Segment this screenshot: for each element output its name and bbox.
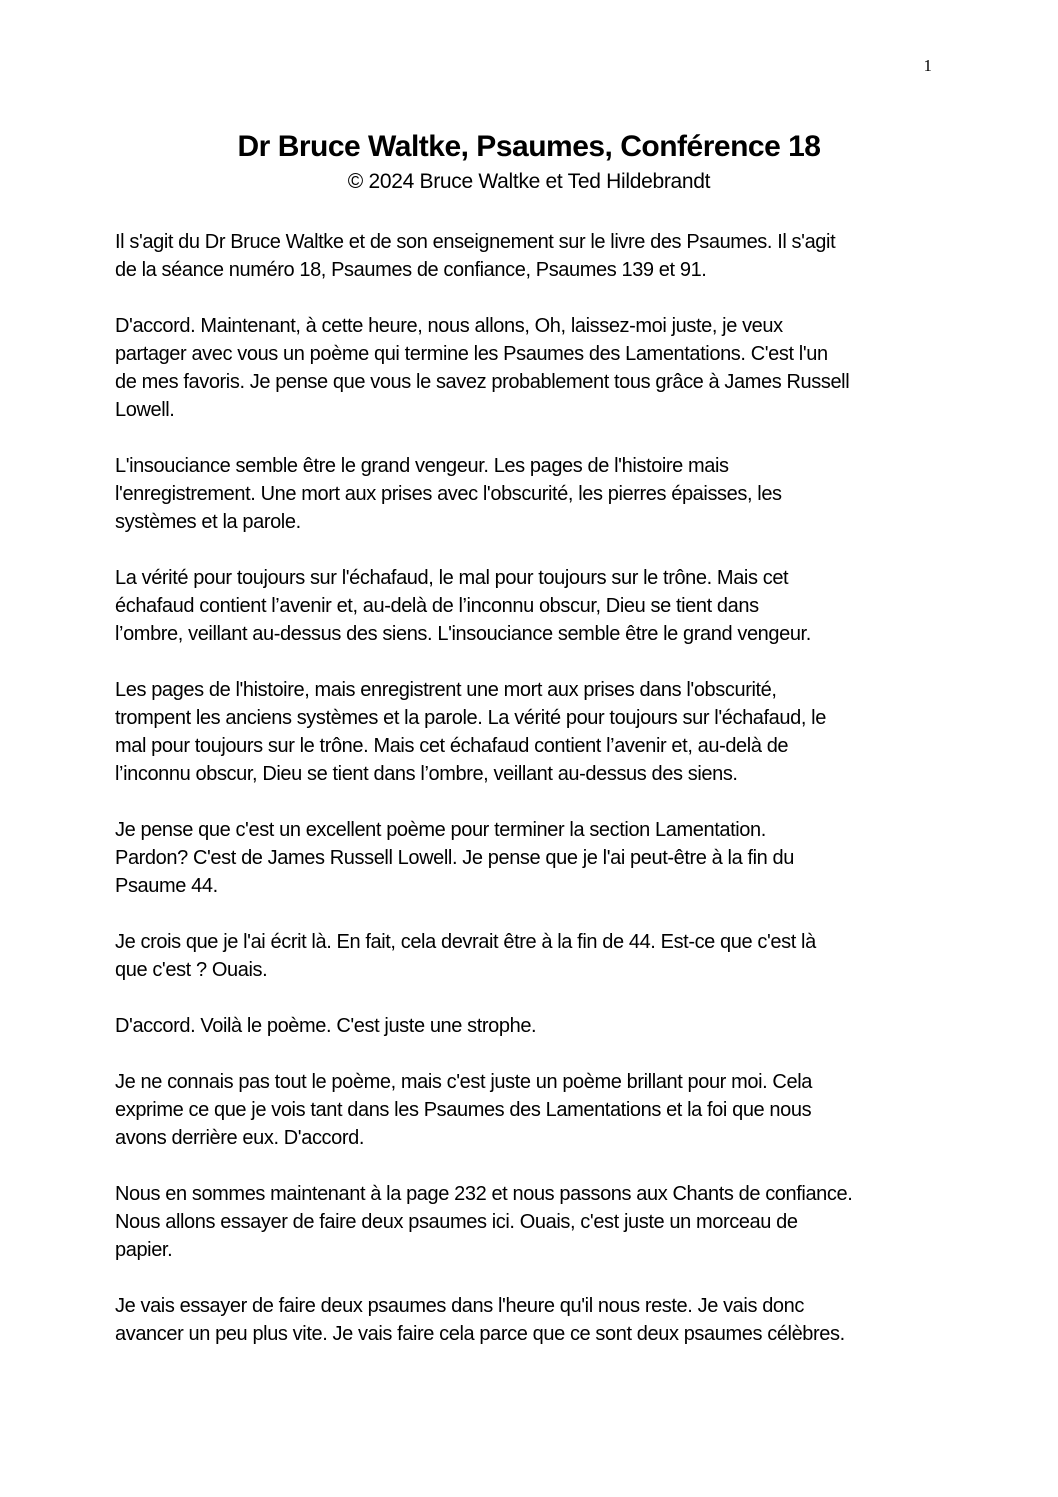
- text-line: L'insouciance semble être le grand vengeur. Les pages de l'histoire mais: [115, 455, 729, 477]
- text-line: l'enregistrement. Une mort aux prises avec l'obscurité, les pierres épaisses, les: [115, 483, 782, 505]
- document-body: [115, 228, 1058, 1348]
- text-line: D'accord. Maintenant, à cette heure, nous allons, Oh, laissez-moi juste, je veux: [115, 315, 783, 337]
- text-line: de la séance numéro 18, Psaumes de confiance, Psaumes 139 et 91.: [115, 259, 707, 281]
- paragraph: [115, 1068, 1058, 1152]
- text-line: Nous allons essayer de faire deux psaumes ici. Ouais, c'est juste un morceau de: [115, 1211, 798, 1233]
- text-line: l’ombre, veillant au-dessus des siens. L'insouciance semble être le grand vengeur.: [115, 623, 811, 645]
- text-line: papier.: [115, 1239, 173, 1261]
- text-line: mal pour toujours sur le trône. Mais cet échafaud contient l’avenir et, au-delà de: [115, 735, 789, 757]
- paragraph: [115, 928, 1058, 984]
- text-line: Je vais essayer de faire deux psaumes dans l'heure qu'il nous reste. Je vais donc: [115, 1295, 804, 1317]
- paragraph: [115, 452, 1058, 536]
- text-line: exprime ce que je vois tant dans les Psaumes des Lamentations et la foi que nous: [115, 1099, 812, 1121]
- paragraph: [115, 228, 1058, 284]
- page-number: 1: [923, 56, 932, 75]
- text-line: l’inconnu obscur, Dieu se tient dans l’ombre, veillant au-dessus des siens.: [115, 763, 738, 785]
- paragraph: [115, 1292, 1058, 1348]
- paragraph: [115, 816, 1058, 900]
- paragraph: [115, 312, 1058, 424]
- text-line: avancer un peu plus vite. Je vais faire cela parce que ce sont deux psaumes célèbres.: [115, 1323, 845, 1345]
- text-line: Lowell.: [115, 399, 175, 421]
- paragraph: [115, 1180, 1058, 1264]
- text-line: avons derrière eux. D'accord.: [115, 1127, 365, 1149]
- text-line: Je pense que c'est un excellent poème pour terminer la section Lamentation.: [115, 819, 766, 841]
- text-line: partager avec vous un poème qui termine les Psaumes des Lamentations. C'est l'un: [115, 343, 828, 365]
- text-line: Psaume 44.: [115, 875, 218, 897]
- copyright-line: © 2024 Bruce Waltke et Ted Hildebrandt: [347, 170, 711, 193]
- text-line: D'accord. Voilà le poème. C'est juste une strophe.: [115, 1015, 537, 1037]
- text-line: Je ne connais pas tout le poème, mais c'est juste un poème brillant pour moi. Cela: [115, 1071, 812, 1093]
- text-line: trompent les anciens systèmes et la parole. La vérité pour toujours sur l'échafaud, le: [115, 707, 826, 729]
- text-line: Les pages de l'histoire, mais enregistrent une mort aux prises dans l'obscurité,: [115, 679, 777, 701]
- text-line: Je crois que je l'ai écrit là. En fait, cela devrait être à la fin de 44. Est-ce que c'est là: [115, 931, 816, 953]
- paragraph: [115, 1012, 1058, 1040]
- paragraph: [115, 676, 1058, 788]
- text-line: La vérité pour toujours sur l'échafaud, le mal pour toujours sur le trône. Mais cet: [115, 567, 789, 589]
- text-line: systèmes et la parole.: [115, 511, 301, 533]
- text-line: Il s'agit du Dr Bruce Waltke et de son enseignement sur le livre des Psaumes. Il s'agit: [115, 231, 836, 253]
- paragraph: [115, 564, 1058, 648]
- text-line: Pardon? C'est de James Russell Lowell. Je pense que je l'ai peut-être à la fin du: [115, 847, 794, 869]
- text-line: de mes favoris. Je pense que vous le savez probablement tous grâce à James Russell: [115, 371, 850, 393]
- text-line: échafaud contient l’avenir et, au-delà de l’inconnu obscur, Dieu se tient dans: [115, 595, 759, 617]
- document-title: Dr Bruce Waltke, Psaumes, Conférence 18: [237, 130, 821, 163]
- text-line: que c'est ? Ouais.: [115, 959, 268, 981]
- text-line: Nous en sommes maintenant à la page 232 et nous passons aux Chants de confiance.: [115, 1183, 853, 1205]
